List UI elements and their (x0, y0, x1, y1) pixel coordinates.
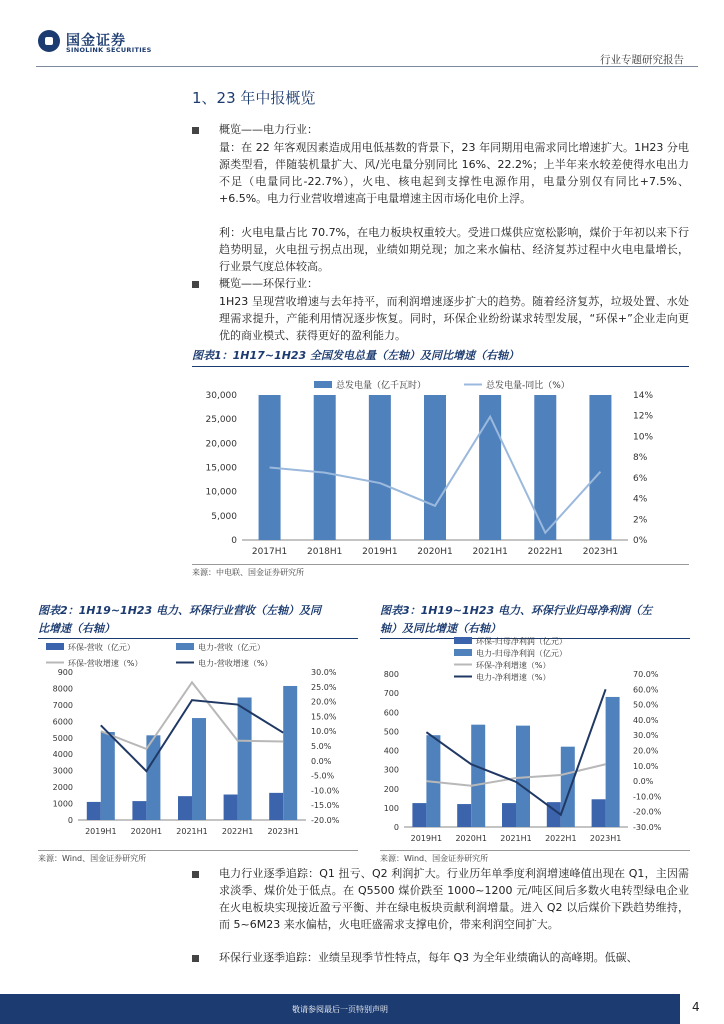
figure2-title-line2: 比增速（右轴） (38, 622, 115, 635)
x-tick-label: 2019H1 (85, 827, 117, 836)
bar (269, 793, 283, 820)
right-tick-label: 10% (633, 432, 654, 443)
right-tick-label: 10.0% (633, 761, 659, 771)
bullet-square-icon (192, 871, 199, 878)
figure1-chart (190, 370, 690, 566)
right-tick-label: -30.0% (633, 823, 662, 832)
x-tick-label: 2020H1 (417, 547, 453, 557)
right-tick-label: 0.0% (633, 777, 654, 787)
right-tick-label: 20.0% (311, 697, 337, 707)
legend-swatch (46, 643, 64, 650)
figure3-chart (366, 632, 696, 850)
bar (592, 799, 606, 827)
left-tick-label: 500 (383, 727, 399, 737)
left-tick-label: 3000 (52, 766, 73, 776)
report-type: 行业专题研究报告 (600, 54, 684, 66)
left-tick-label: 300 (383, 765, 399, 775)
bar (314, 395, 336, 540)
left-tick-label: 30,000 (205, 391, 237, 401)
right-tick-label: 60.0% (633, 685, 659, 695)
legend-label: 电力-归母净利润（亿元） (476, 649, 567, 658)
bar (502, 803, 516, 827)
legend-label: 环保-归母净利润（亿元） (476, 637, 567, 646)
figure3-source: 来源：Wind、国金证券研究所 (380, 854, 489, 863)
left-tick-label: 10,000 (205, 487, 237, 498)
bar (457, 804, 471, 827)
bar (224, 795, 238, 820)
left-tick-label: 15,000 (205, 463, 237, 474)
page-number: 4 (692, 1000, 700, 1014)
figure1-rule (192, 366, 689, 367)
bar (283, 686, 297, 820)
bar (369, 395, 391, 540)
x-tick-label: 2023H1 (589, 834, 622, 843)
left-tick-label: 6000 (52, 717, 73, 727)
left-tick-label: 2000 (52, 783, 73, 793)
left-tick-label: 900 (57, 668, 73, 677)
bar (101, 732, 115, 820)
left-tick-label: 600 (383, 708, 399, 718)
right-tick-label: 4% (633, 494, 648, 505)
legend-label: 环保-营收（亿元） (68, 643, 135, 652)
x-tick-label: 2021H1 (500, 834, 532, 843)
power-overview-quantity: 量：在 22 年客观因素造成用电低基数的背景下，23 年同期用电需求同比增速扩大。1H23 分电源类型看，伴随装机量扩大、风/光电量分别同比 16%、22.2%；上半年来水较差使得水电出力不足（电量同比-22.7%），火电、核电起到支撑性电源作用，电量分别仅有同比+7.5%、+6.5%。电力行业营收增速高于电量增速主因市场化电价上浮。 (219, 141, 689, 205)
right-tick-label: -20.0% (311, 816, 340, 825)
right-tick-label: 6% (633, 473, 648, 484)
legend-label: 总发电量（亿千瓦时） (336, 381, 427, 391)
figure2-rule (38, 638, 358, 639)
power-season-text: 电力行业逐季追踪：Q1 扭亏、Q2 利润扩大。行业历年单季度利润增速峰值出现在 Q1，主因需求淡季、煤价处于低点。在 Q5500 煤价跌至 1000~1200 元/吨区间后多数火电转型绿电企业在火电板块实现接近盈亏平衡、并在绿电板块贡献利润增量。进入 Q2 以后煤价下跌趋势维持，而 5~6M23 来水偏枯，火电旺盛需求支撑电价，带来利润空间扩大。 (219, 867, 689, 931)
legend-swatch (314, 381, 332, 388)
logo-mark-icon (38, 30, 60, 52)
legend-label: 环保-营收增速（%） (68, 659, 143, 668)
right-tick-label: 30.0% (633, 731, 659, 741)
left-tick-label: 1000 (52, 799, 73, 809)
figure2-title-line1: 图表2：1H19~1H23 电力、环保行业营收（左轴）及同 (38, 604, 322, 617)
left-tick-label: 7000 (52, 700, 73, 710)
right-tick-label: 14% (633, 391, 654, 401)
left-tick-label: 100 (383, 803, 399, 813)
left-tick-label: 20,000 (205, 439, 237, 450)
bar (146, 735, 160, 820)
left-tick-label: 5,000 (211, 511, 237, 522)
right-tick-label: 12% (633, 411, 654, 422)
left-tick-label: 0 (67, 816, 73, 825)
right-tick-label: 0.0% (311, 756, 332, 766)
x-tick-label: 2017H1 (251, 547, 288, 557)
right-tick-label: 5.0% (311, 742, 332, 751)
logo-text: 国金证券 (66, 33, 126, 49)
x-tick-label: 2022H1 (527, 547, 563, 557)
right-tick-label: 15.0% (311, 712, 337, 722)
left-tick-label: 700 (383, 689, 399, 699)
legend-swatch (454, 649, 472, 656)
figure2-chart (36, 640, 362, 850)
legend-label: 电力-营收（亿元） (198, 643, 265, 652)
left-tick-label: 4000 (52, 750, 73, 760)
x-tick-label: 2020H1 (455, 834, 487, 843)
logo-subtext: SINOLINK SECURITIES (66, 46, 152, 54)
right-tick-label: -5.0% (311, 771, 335, 781)
left-tick-label: 0 (231, 536, 237, 546)
right-tick-label: 70.0% (633, 670, 659, 679)
bar (132, 801, 146, 820)
bar (87, 802, 101, 820)
bar (471, 725, 485, 827)
right-tick-label: 2% (633, 515, 648, 526)
x-tick-label: 2020H1 (130, 827, 163, 836)
legend-label: 总发电量-同比（%） (486, 381, 570, 391)
figure1-title: 图表1：1H17~1H23 全国发电总量（左轴）及同比增速（右轴） (192, 349, 520, 362)
figure3-title-line2: 轴）及同比增速（右轴） (380, 622, 501, 635)
bar (561, 747, 575, 827)
x-tick-label: 2022H1 (545, 834, 577, 843)
power-overview-profit: 利：火电电量占比 70.7%，在电力板块权重较大。受进口煤供应宽松影响，煤价于年初以来下行趋势明显，火电扭亏拐点出现，业绩如期兑现；加之来水偏枯、经济复苏过程中火电电量增长，行业景气度总体较高。 (219, 226, 689, 273)
right-tick-label: -10.0% (311, 786, 340, 796)
env-overview-text: 1H23 呈现营收增速与去年持平，而利润增速逐步扩大的趋势。随着经济复苏，垃圾处置、水处理需求提升，产能利用情况逐步恢复。同时，环保企业纷纷谋求转型发展，“环保+”企业走向更优的商业模式、获得更好的盈利能力。 (219, 295, 689, 342)
bullet-square-icon (192, 281, 199, 288)
bullet-square-icon (192, 955, 199, 962)
left-tick-label: 800 (383, 670, 399, 679)
left-tick-label: 25,000 (205, 415, 237, 426)
x-tick-label: 2019H1 (410, 834, 443, 843)
x-tick-label: 2023H1 (582, 547, 619, 557)
left-tick-label: 400 (383, 746, 399, 756)
bar (178, 796, 192, 820)
x-tick-label: 2018H1 (307, 547, 343, 557)
right-tick-label: 0% (633, 536, 648, 546)
figure1-source: 来源：中电联、国金证券研究所 (192, 568, 304, 577)
bullet-square-icon (192, 127, 199, 134)
right-tick-label: 8% (633, 453, 648, 464)
right-tick-label: 20.0% (633, 746, 659, 756)
left-tick-label: 8000 (52, 684, 73, 694)
bar (412, 803, 426, 827)
bar (589, 395, 611, 540)
right-tick-label: 50.0% (633, 700, 659, 710)
x-tick-label: 2022H1 (221, 827, 254, 836)
section-title: 1、23 年中报概览 (192, 89, 316, 107)
figure2-bottom-rule (38, 850, 358, 851)
env-season-text: 环保行业逐季追踪：业绩呈现季节性特点，每年 Q3 为全年业绩确认的高峰期。低碳、 (219, 951, 638, 964)
figure3-title-line1: 图表3：1H19~1H23 电力、环保行业归母净利润（左 (380, 604, 653, 617)
bar (192, 718, 206, 820)
right-tick-label: 30.0% (311, 668, 337, 677)
header-divider (36, 66, 698, 67)
figure1-bottom-rule (192, 564, 689, 565)
legend-label: 电力-营收增速（%） (198, 659, 273, 668)
power-overview-title: 概览——电力行业： (219, 123, 318, 136)
x-tick-label: 2019H1 (362, 547, 398, 557)
right-tick-label: 40.0% (633, 715, 659, 725)
bar (424, 395, 446, 540)
footer-disclaimer: 敬请参阅最后一页特别声明 (292, 1005, 388, 1014)
bar (606, 697, 620, 827)
bar (238, 697, 252, 820)
x-tick-label: 2021H1 (176, 827, 208, 836)
legend-label: 电力-净利增速（%） (476, 673, 551, 682)
right-tick-label: -10.0% (633, 792, 662, 802)
legend-swatch (176, 643, 194, 650)
left-tick-label: 0 (393, 823, 399, 832)
right-tick-label: 25.0% (311, 682, 337, 692)
right-tick-label: 10.0% (311, 727, 337, 737)
x-tick-label: 2021H1 (472, 547, 508, 557)
legend-label: 环保-净利增速（%） (476, 661, 551, 670)
figure2-source: 来源：Wind、国金证券研究所 (38, 854, 147, 863)
legend-swatch (454, 637, 472, 644)
figure3-bottom-rule (380, 850, 690, 851)
right-tick-label: -15.0% (311, 801, 340, 811)
env-overview-title: 概览——环保行业： (219, 277, 318, 290)
right-tick-label: -20.0% (633, 807, 662, 817)
x-tick-label: 2023H1 (267, 827, 299, 836)
left-tick-label: 200 (383, 784, 399, 794)
left-tick-label: 5000 (52, 733, 73, 743)
